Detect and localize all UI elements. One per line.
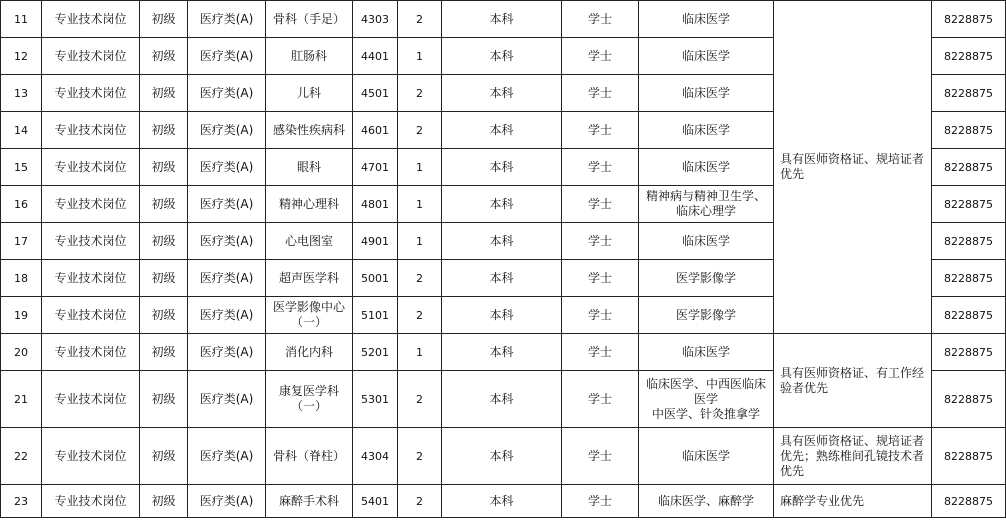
major <box>639 223 774 260</box>
post-name-line: （一） <box>290 399 327 413</box>
education: 本科 <box>442 297 562 334</box>
hire-count: 2 <box>398 1 442 38</box>
post-level: 初级 <box>140 186 188 223</box>
post-name <box>266 428 353 485</box>
row-number: 13 <box>1 75 42 112</box>
contact-phone: 8228875 <box>932 334 1006 371</box>
requirement-line: 具有医师资格证、规培证者 <box>780 433 925 448</box>
major-line: 临床医学、麻醉学 <box>657 493 754 508</box>
contact-phone: 8228875 <box>932 149 1006 186</box>
post-name <box>266 112 353 149</box>
post-category: 医疗类(A) <box>188 112 266 149</box>
post-category: 医疗类(A) <box>188 223 266 260</box>
post-code: 4303 <box>353 1 398 38</box>
major-line: 临床医学 <box>681 85 730 100</box>
post-level: 初级 <box>140 1 188 38</box>
hire-count: 1 <box>398 186 442 223</box>
major-line: 临床医学 <box>681 448 730 463</box>
degree: 学士 <box>562 371 639 428</box>
post-level: 初级 <box>140 485 188 518</box>
post-name <box>266 485 353 518</box>
education: 本科 <box>442 334 562 371</box>
post-category: 医疗类(A) <box>188 149 266 186</box>
contact-phone: 8228875 <box>932 186 1006 223</box>
post-name-line: 精神心理科 <box>278 196 339 211</box>
row-number: 14 <box>1 112 42 149</box>
hire-count: 2 <box>398 75 442 112</box>
post-code: 5401 <box>353 485 398 518</box>
post-level: 初级 <box>140 297 188 334</box>
post-name <box>266 75 353 112</box>
post-level: 初级 <box>140 260 188 297</box>
row-number: 11 <box>1 1 42 38</box>
row-number: 20 <box>1 334 42 371</box>
post-type: 专业技术岗位 <box>42 38 140 75</box>
contact-phone: 8228875 <box>932 428 1006 485</box>
post-category: 医疗类(A) <box>188 260 266 297</box>
education: 本科 <box>442 112 562 149</box>
post-code: 5201 <box>353 334 398 371</box>
post-type: 专业技术岗位 <box>42 112 140 149</box>
post-type: 专业技术岗位 <box>42 260 140 297</box>
contact-phone: 8228875 <box>932 38 1006 75</box>
post-category: 医疗类(A) <box>188 1 266 38</box>
requirement-line: 验者优先 <box>780 380 829 395</box>
requirement-line: 具有医师资格证、有工作经 <box>780 365 925 380</box>
post-level: 初级 <box>140 371 188 428</box>
hire-count: 2 <box>398 260 442 297</box>
education: 本科 <box>442 149 562 186</box>
row-number: 15 <box>1 149 42 186</box>
post-code: 5001 <box>353 260 398 297</box>
requirement-line: 优先 <box>780 463 805 478</box>
degree: 学士 <box>562 38 639 75</box>
post-name <box>266 186 353 223</box>
hire-count: 2 <box>398 485 442 518</box>
post-name-line: 超声医学科 <box>278 270 339 285</box>
post-name-line: 骨科（脊柱） <box>272 448 345 463</box>
requirement <box>774 428 932 485</box>
post-type: 专业技术岗位 <box>42 149 140 186</box>
education: 本科 <box>442 75 562 112</box>
post-name <box>266 223 353 260</box>
post-category: 医疗类(A) <box>188 297 266 334</box>
row-number: 22 <box>1 428 42 485</box>
post-category: 医疗类(A) <box>188 428 266 485</box>
post-name <box>266 38 353 75</box>
post-code: 4401 <box>353 38 398 75</box>
degree: 学士 <box>562 428 639 485</box>
post-level: 初级 <box>140 38 188 75</box>
post-name-line: 麻醉手术科 <box>278 493 339 508</box>
major-line: 医学影像学 <box>675 307 736 322</box>
degree: 学士 <box>562 112 639 149</box>
post-name-line: 肛肠科 <box>290 48 327 63</box>
row-number: 18 <box>1 260 42 297</box>
major <box>639 75 774 112</box>
degree: 学士 <box>562 186 639 223</box>
contact-phone: 8228875 <box>932 371 1006 428</box>
degree: 学士 <box>562 1 639 38</box>
post-code: 5301 <box>353 371 398 428</box>
post-name-line: 感染性疾病科 <box>272 122 345 137</box>
post-type: 专业技术岗位 <box>42 485 140 518</box>
major <box>639 260 774 297</box>
requirement-line: 优先 <box>780 167 805 181</box>
hire-count: 2 <box>398 428 442 485</box>
post-code: 4801 <box>353 186 398 223</box>
requirement-line: 优先；熟练椎间孔镜技术者 <box>780 448 925 463</box>
major-line: 临床医学 <box>681 233 730 248</box>
row-number: 17 <box>1 223 42 260</box>
major-line: 临床心理学 <box>675 204 736 218</box>
post-type: 专业技术岗位 <box>42 371 140 428</box>
contact-phone: 8228875 <box>932 485 1006 518</box>
contact-phone: 8228875 <box>932 297 1006 334</box>
post-level: 初级 <box>140 112 188 149</box>
post-category: 医疗类(A) <box>188 75 266 112</box>
post-name-line: 医学影像中心 <box>272 300 345 314</box>
hire-count: 2 <box>398 297 442 334</box>
requirement-line: 麻醉学专业优先 <box>780 493 865 508</box>
post-name-line: （一） <box>290 315 327 329</box>
post-type: 专业技术岗位 <box>42 334 140 371</box>
post-level: 初级 <box>140 428 188 485</box>
post-category: 医疗类(A) <box>188 485 266 518</box>
table-row <box>1 334 1006 371</box>
major-line: 临床医学 <box>681 159 730 174</box>
education: 本科 <box>442 1 562 38</box>
post-type: 专业技术岗位 <box>42 1 140 38</box>
hire-count: 1 <box>398 334 442 371</box>
post-type: 专业技术岗位 <box>42 297 140 334</box>
education: 本科 <box>442 371 562 428</box>
hire-count: 1 <box>398 38 442 75</box>
degree: 学士 <box>562 223 639 260</box>
major-line: 医学影像学 <box>675 270 736 285</box>
post-type: 专业技术岗位 <box>42 75 140 112</box>
contact-phone: 8228875 <box>932 223 1006 260</box>
major <box>639 149 774 186</box>
post-name-line: 眼科 <box>296 159 321 174</box>
post-level: 初级 <box>140 223 188 260</box>
post-code: 4304 <box>353 428 398 485</box>
row-number: 12 <box>1 38 42 75</box>
post-code: 4601 <box>353 112 398 149</box>
education: 本科 <box>442 186 562 223</box>
post-type: 专业技术岗位 <box>42 223 140 260</box>
contact-phone: 8228875 <box>932 1 1006 38</box>
post-level: 初级 <box>140 75 188 112</box>
major-line: 中医学、针灸推拿学 <box>651 406 760 421</box>
major-line: 临床医学 <box>681 344 730 359</box>
requirement <box>774 485 932 518</box>
degree: 学士 <box>562 297 639 334</box>
post-name <box>266 1 353 38</box>
post-level: 初级 <box>140 334 188 371</box>
major-line: 临床医学 <box>681 48 730 63</box>
post-name-line: 心电图室 <box>284 233 333 248</box>
major <box>639 38 774 75</box>
table-row <box>1 1 1006 38</box>
post-name <box>266 260 353 297</box>
major-line: 临床医学 <box>681 11 730 26</box>
post-category: 医疗类(A) <box>188 186 266 223</box>
post-code: 4701 <box>353 149 398 186</box>
post-name-line: 骨科（手足） <box>272 11 345 26</box>
education: 本科 <box>442 260 562 297</box>
post-code: 5101 <box>353 297 398 334</box>
row-number: 23 <box>1 485 42 518</box>
degree: 学士 <box>562 485 639 518</box>
row-number: 21 <box>1 371 42 428</box>
requirement-line: 具有医师资格证、规培证者 <box>780 152 925 166</box>
table-row <box>1 428 1006 485</box>
education: 本科 <box>442 428 562 485</box>
post-name <box>266 371 353 428</box>
post-level: 初级 <box>140 149 188 186</box>
post-name <box>266 334 353 371</box>
contact-phone: 8228875 <box>932 75 1006 112</box>
major <box>639 334 774 371</box>
post-name-line: 消化内科 <box>284 344 333 359</box>
hire-count: 1 <box>398 149 442 186</box>
post-name-line: 康复医学科 <box>278 384 339 398</box>
degree: 学士 <box>562 75 639 112</box>
degree: 学士 <box>562 260 639 297</box>
table-body <box>1 1 1006 518</box>
requirement <box>774 334 932 428</box>
post-category: 医疗类(A) <box>188 371 266 428</box>
post-category: 医疗类(A) <box>188 38 266 75</box>
row-number: 19 <box>1 297 42 334</box>
post-code: 4901 <box>353 223 398 260</box>
post-category: 医疗类(A) <box>188 334 266 371</box>
contact-phone: 8228875 <box>932 260 1006 297</box>
education: 本科 <box>442 38 562 75</box>
requirement <box>774 1 932 334</box>
major <box>639 485 774 518</box>
post-type: 专业技术岗位 <box>42 186 140 223</box>
post-name <box>266 297 353 334</box>
major <box>639 112 774 149</box>
major <box>639 297 774 334</box>
post-name-line: 儿科 <box>296 85 321 100</box>
education: 本科 <box>442 223 562 260</box>
row-number: 16 <box>1 186 42 223</box>
education: 本科 <box>442 485 562 518</box>
hire-count: 1 <box>398 223 442 260</box>
hire-count: 2 <box>398 371 442 428</box>
post-code: 4501 <box>353 75 398 112</box>
major <box>639 371 774 428</box>
major <box>639 186 774 223</box>
post-type: 专业技术岗位 <box>42 428 140 485</box>
degree: 学士 <box>562 334 639 371</box>
post-name <box>266 149 353 186</box>
table-row <box>1 485 1006 518</box>
major <box>639 428 774 485</box>
major <box>639 1 774 38</box>
degree: 学士 <box>562 149 639 186</box>
major-line: 临床医学 <box>681 122 730 137</box>
major-line: 医学 <box>693 391 718 406</box>
major-line: 精神病与精神卫生学、 <box>645 189 766 203</box>
contact-phone: 8228875 <box>932 112 1006 149</box>
major-line: 临床医学、中西医临床 <box>645 376 766 391</box>
hire-count: 2 <box>398 112 442 149</box>
